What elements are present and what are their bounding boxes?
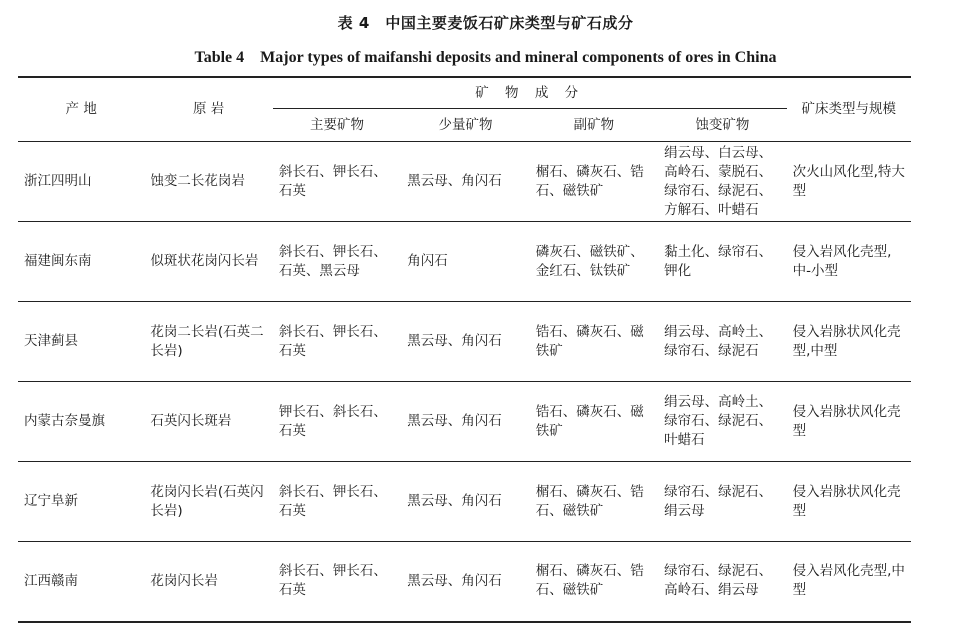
cell-accessory: 锆石、磷灰石、磁铁矿	[530, 382, 658, 462]
cell-alteration: 黏土化、绿帘石、钾化	[658, 222, 786, 302]
cell-rock: 石英闪长斑岩	[144, 382, 272, 462]
table-caption-chinese: 表 4 中国主要麦饭石矿床类型与矿石成分	[337, 14, 634, 32]
cell-place: 辽宁阜新	[18, 462, 144, 542]
cell-minor: 黑云母、角闪石	[401, 462, 529, 542]
cell-minor: 黑云母、角闪石	[401, 542, 529, 622]
cell-type: 侵入岩风化壳型,中型	[787, 542, 911, 622]
cell-minor: 黑云母、角闪石	[401, 142, 529, 222]
cell-alteration: 绢云母、高岭土、绿帘石、绿泥石、叶蜡石	[658, 382, 786, 462]
header-place: 产 地	[18, 77, 144, 142]
cell-main: 斜长石、钾长石、石英	[273, 302, 401, 382]
header-rock: 原 岩	[144, 77, 272, 142]
table-row	[18, 302, 911, 382]
header-alteration: 蚀变矿物	[658, 109, 786, 142]
cell-main: 斜长石、钾长石、石英、黑云母	[273, 222, 401, 302]
cell-alteration: 绿帘石、绿泥石、高岭石、绢云母	[658, 542, 786, 622]
cell-accessory: 锆石、磷灰石、磁铁矿	[530, 302, 658, 382]
cell-accessory: 榍石、磷灰石、锆石、磁铁矿	[530, 462, 658, 542]
header-minerals	[273, 77, 787, 109]
cell-type: 侵入岩脉状风化壳型	[787, 382, 911, 462]
cell-main: 钾长石、斜长石、石英	[273, 382, 401, 462]
cell-type: 侵入岩脉状风化壳型,中型	[787, 302, 911, 382]
cell-place: 福建闽东南	[18, 222, 144, 302]
cell-rock: 花岗二长岩(石英二长岩)	[144, 302, 272, 382]
table-row	[18, 542, 911, 622]
header-row-top	[18, 77, 911, 109]
cell-place: 江西赣南	[18, 542, 144, 622]
header-type: 矿床类型与规模	[787, 77, 911, 142]
header-minerals-label: 矿 物 成 分	[475, 84, 585, 101]
cell-type: 侵入岩脉状风化壳型	[787, 462, 911, 542]
table-row	[18, 382, 911, 462]
cell-rock: 花岗闪长岩	[144, 542, 272, 622]
cell-minor: 角闪石	[401, 222, 529, 302]
cell-accessory: 磷灰石、磁铁矿、金红石、钛铁矿	[530, 222, 658, 302]
cell-minor: 黑云母、角闪石	[401, 382, 529, 462]
cell-accessory: 榍石、磷灰石、锆石、磁铁矿	[530, 142, 658, 222]
header-minor: 少量矿物	[401, 109, 529, 142]
cell-place: 浙江四明山	[18, 142, 144, 222]
cell-rock: 蚀变二长花岗岩	[144, 142, 272, 222]
cell-alteration: 绢云母、白云母、高岭石、蒙脱石、绿帘石、绿泥石、方解石、叶蜡石	[658, 142, 786, 222]
table-row	[18, 462, 911, 542]
table-row	[18, 142, 911, 222]
cell-place: 内蒙古奈曼旗	[18, 382, 144, 462]
cell-main: 斜长石、钾长石、石英	[273, 542, 401, 622]
cell-main: 斜长石、钾长石、石英	[273, 142, 401, 222]
deposit-table	[18, 76, 911, 623]
cell-main: 斜长石、钾长石、石英	[273, 462, 401, 542]
header-accessory: 副矿物	[530, 109, 658, 142]
cell-type: 次火山风化型,特大型	[787, 142, 911, 222]
table-caption-english: Table 4 Major types of maifanshi deposits and mineral components of ores in China	[194, 49, 777, 66]
cell-place: 天津蓟县	[18, 302, 144, 382]
cell-alteration: 绿帘石、绿泥石、绢云母	[658, 462, 786, 542]
cell-rock: 花岗闪长岩(石英闪长岩)	[144, 462, 272, 542]
cell-accessory: 榍石、磷灰石、锆石、磁铁矿	[530, 542, 658, 622]
header-main: 主要矿物	[273, 109, 401, 142]
cell-type: 侵入岩风化壳型,中-小型	[787, 222, 911, 302]
table-row	[18, 222, 911, 302]
cell-rock: 似斑状花岗闪长岩	[144, 222, 272, 302]
cell-alteration: 绢云母、高岭土、绿帘石、绿泥石	[658, 302, 786, 382]
cell-minor: 黑云母、角闪石	[401, 302, 529, 382]
